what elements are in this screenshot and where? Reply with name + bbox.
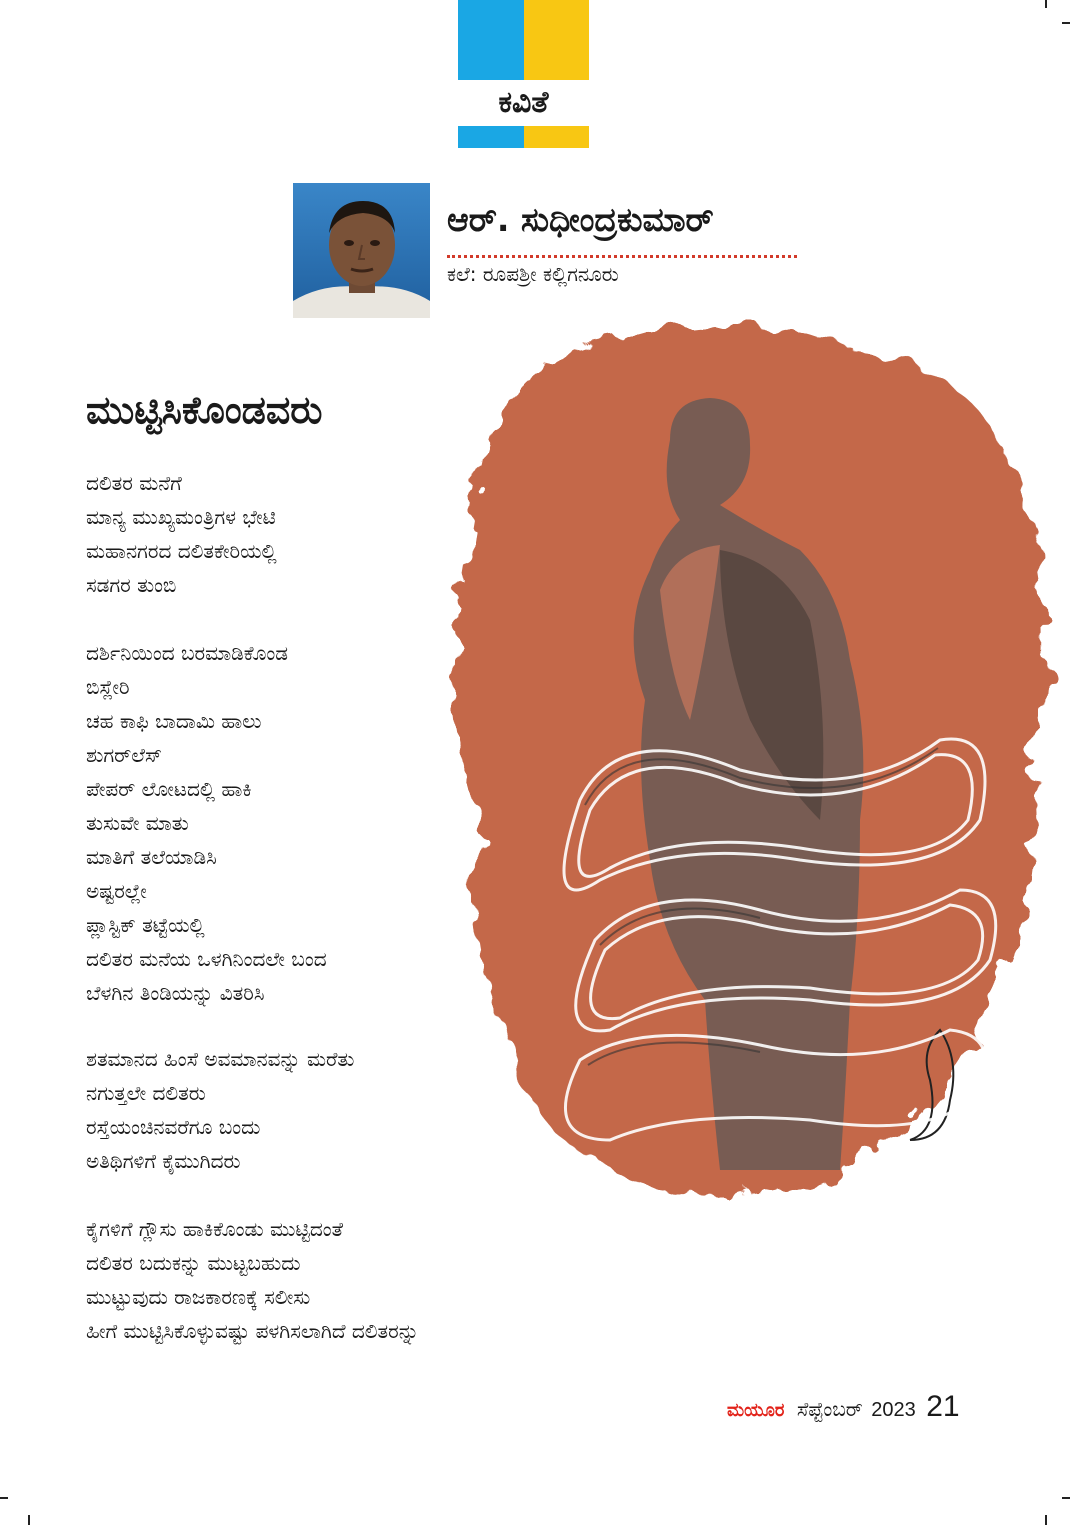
author-name: ಆರ್. ಸುಧೀಂದ್ರಕುಮಾರ್ bbox=[447, 200, 714, 239]
poem-line: ದಲಿತರ ಮನೆಯ ಒಳಗಿನಿಂದಲೇ ಬಂದ bbox=[86, 947, 327, 971]
poem-line: ಹೀಗೆ ಮುಟ್ಟಿಸಿಕೊಳ್ಳುವಷ್ಟು ಪಳಗಿಸಲಾಗಿದೆ ದಲಿತರನ್ನು bbox=[86, 1319, 419, 1343]
poem-line: ಮಹಾನಗರದ ದಲಿತಕೇರಿಯಲ್ಲಿ bbox=[86, 539, 277, 563]
poem-line: ಮಾತಿಗೆ ತಲೆಯಾಡಿಸಿ bbox=[86, 845, 217, 869]
crop-mark bbox=[1062, 22, 1070, 24]
magazine-brand: ಮಯೂರ bbox=[727, 1400, 785, 1420]
crop-mark bbox=[1045, 0, 1047, 8]
poem-line: ನಗುತ್ತಲೇ ದಲಿತರು bbox=[86, 1081, 206, 1105]
poem-line: ದಲಿತರ ಬದುಕನ್ನು ಮುಟ್ಟಬಹುದು bbox=[86, 1251, 301, 1275]
crop-mark bbox=[1045, 1515, 1047, 1525]
issue-year: 2023 bbox=[871, 1399, 916, 1421]
section-label: ಕವಿತೆ bbox=[498, 85, 549, 120]
illustration bbox=[420, 300, 1070, 1260]
poem-line: ಸಡಗರ ತುಂಬಿ bbox=[86, 573, 177, 597]
stanza-2 bbox=[86, 636, 327, 1010]
author-photo bbox=[293, 183, 430, 318]
tab-yellow-bar bbox=[524, 126, 590, 148]
crop-mark bbox=[0, 1497, 8, 1499]
poem-line: ಪೇಪರ್ ಲೋಟದಲ್ಲಿ ಹಾಕಿ bbox=[86, 777, 252, 801]
stanza-3 bbox=[86, 1042, 354, 1178]
poem-line: ಮುಟ್ಟುವುದು ರಾಜಕಾರಣಕ್ಕೆ ಸಲೀಸು bbox=[86, 1285, 311, 1309]
tab-yellow-block bbox=[524, 0, 590, 80]
poem-line: ಚಹ ಕಾಫಿ ಬಾದಾಮಿ ಹಾಲು bbox=[86, 709, 262, 733]
poem-line: ದಲಿತರ ಮನೆಗೆ bbox=[86, 471, 182, 495]
tab-blue-block bbox=[458, 0, 524, 80]
poem-title: ಮುಟ್ಟಿಸಿಕೊಂಡವರು bbox=[86, 388, 323, 432]
section-tab bbox=[458, 0, 589, 148]
page-number: 21 bbox=[926, 1390, 960, 1423]
poem-line: ರಸ್ತೆಯಂಚಿನವರೆಗೂ ಬಂದು bbox=[86, 1115, 261, 1139]
stanza-4 bbox=[86, 1212, 419, 1348]
poem-line: ಕೈಗಳಿಗೆ ಗ್ಲೌಸು ಹಾಕಿಕೊಂಡು ಮುಟ್ಟಿದಂತೆ bbox=[86, 1217, 344, 1241]
poem-line: ಅತಿಥಿಗಳಿಗೆ ಕೈಮುಗಿದರು bbox=[86, 1149, 241, 1173]
crop-mark bbox=[28, 1515, 30, 1525]
issue-month: ಸೆಪ್ಟೆಂಬರ್ bbox=[796, 1399, 863, 1421]
poem-line: ಅಷ್ಟರಲ್ಲೇ bbox=[86, 879, 147, 903]
stanza-1 bbox=[86, 466, 277, 602]
poem-line: ಬೆಳಗಿನ ತಿಂಡಿಯನ್ನು ವಿತರಿಸಿ bbox=[86, 981, 265, 1005]
page-footer bbox=[727, 1390, 960, 1424]
poem-line: ಬಿಸ್ಲೇರಿ bbox=[86, 675, 130, 699]
poem-line: ಪ್ಲಾಸ್ಟಿಕ್ ತಟ್ಟೆಯಲ್ಲಿ bbox=[86, 913, 205, 937]
poem-line: ಶತಮಾನದ ಹಿಂಸೆ ಅವಮಾನವನ್ನು ಮರೆತು bbox=[86, 1047, 355, 1071]
tab-blue-bar bbox=[458, 126, 524, 148]
crop-mark bbox=[1062, 1497, 1070, 1499]
poem-line: ದರ್ಶಿನಿಯಿಂದ ಬರಮಾಡಿಕೊಂಡ bbox=[86, 641, 288, 665]
art-credit: ಕಲೆ: ರೂಪಶ್ರೀ ಕಲ್ಲಿಗನೂರು bbox=[447, 262, 619, 286]
poem-line: ಮಾನ್ಯ ಮುಖ್ಯಮಂತ್ರಿಗಳ ಭೇಟಿ bbox=[86, 505, 276, 529]
author-divider bbox=[447, 255, 797, 258]
poem-line: ತುಸುವೇ ಮಾತು bbox=[86, 811, 189, 835]
poem-line: ಶುಗರ್‌ಲೆಸ್ bbox=[86, 743, 163, 767]
